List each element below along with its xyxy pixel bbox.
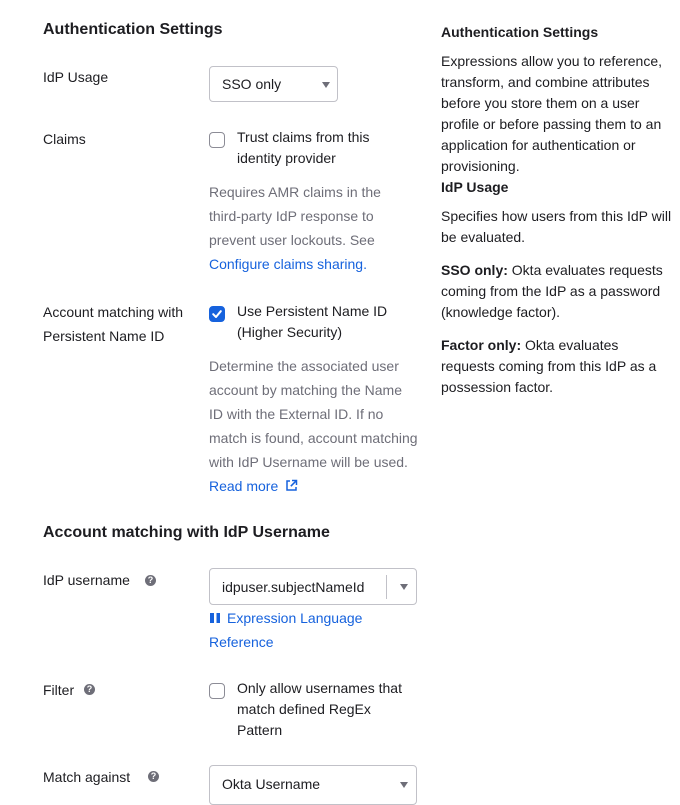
idp-usage-value: SSO only [222,76,282,92]
claims-hint [209,180,399,276]
sidebar-sso-only [441,260,677,323]
chevron-down-icon [322,82,330,88]
match-against-select[interactable] [209,765,417,805]
idp-usage-select[interactable] [209,66,338,102]
sidebar-factor-only [441,335,673,398]
idp-username-select[interactable] [209,568,417,605]
read-more-link[interactable] [209,478,298,494]
claims-option-label: Trust claims from this identity provider [237,129,370,166]
match-against-value: Okta Username [222,776,321,792]
select-divider [386,575,387,599]
external-link-icon [285,479,298,492]
read-more-label: Read more [209,478,279,494]
claims-hint-text: Requires AMR claims in the third-party IdP response to prevent user lockouts. See [209,184,381,248]
persistent-hint [209,354,419,498]
expression-language-reference[interactable] [209,606,409,654]
claims-label: Claims [43,131,86,147]
section-title-authentication: Authentication Settings [43,21,223,38]
idp-usage-label: IdP Usage [43,69,109,85]
persistent-name-id-checkbox[interactable] [209,306,225,322]
sso-only-desc: Okta evaluates requests coming from the IdP as a password (knowledge factor). [441,262,663,320]
configure-claims-sharing-link[interactable]: Configure claims sharing. [209,256,367,272]
checkmark-icon [210,307,224,321]
book-icon [209,612,221,624]
match-against-label: Match against [43,769,131,785]
chevron-down-icon [400,584,408,590]
help-icon[interactable]: ? [145,575,156,586]
expression-language-reference-link[interactable]: Expression Language Reference [209,610,363,650]
section-title-idp-username: Account matching with IdP Username [43,524,330,541]
factor-only-desc: Okta evaluates requests coming from this IdP as a possession factor. [441,337,657,395]
help-icon[interactable]: ? [148,771,159,782]
sidebar-intro: Expressions allow you to reference, transform, and combine attributes before you store them on a user profile or before passing them to an application for authentication or provisioning. [441,53,662,174]
help-icon[interactable]: ? [84,684,95,695]
chevron-down-icon [400,782,408,788]
filter-option-label: Only allow usernames that match defined RegEx Pattern [237,680,402,738]
persistent-name-id-option-label: Use Persistent Name ID (Higher Security) [237,303,388,340]
claims-checkbox[interactable] [209,132,225,148]
factor-only-term: Factor only: [441,337,522,353]
sso-only-term: SSO only: [441,262,508,278]
filter-checkbox[interactable] [209,683,225,699]
idp-username-label: IdP username [43,572,130,588]
idp-username-value: idpuser.subjectNameId [222,579,365,595]
sidebar-title: Authentication Settings [441,24,599,40]
persistent-name-id-label: Account matching with Persistent Name ID [43,304,184,344]
sidebar-idp-usage-title: IdP Usage [441,179,509,195]
persistent-hint-text: Determine the associated user account by matching the Name ID with the External ID. If no match is found, account matching with IdP Username will be used. [209,358,418,470]
filter-label: Filter [43,682,75,698]
sidebar-idp-usage-desc: Specifies how users from this IdP will be evaluated. [441,208,672,245]
